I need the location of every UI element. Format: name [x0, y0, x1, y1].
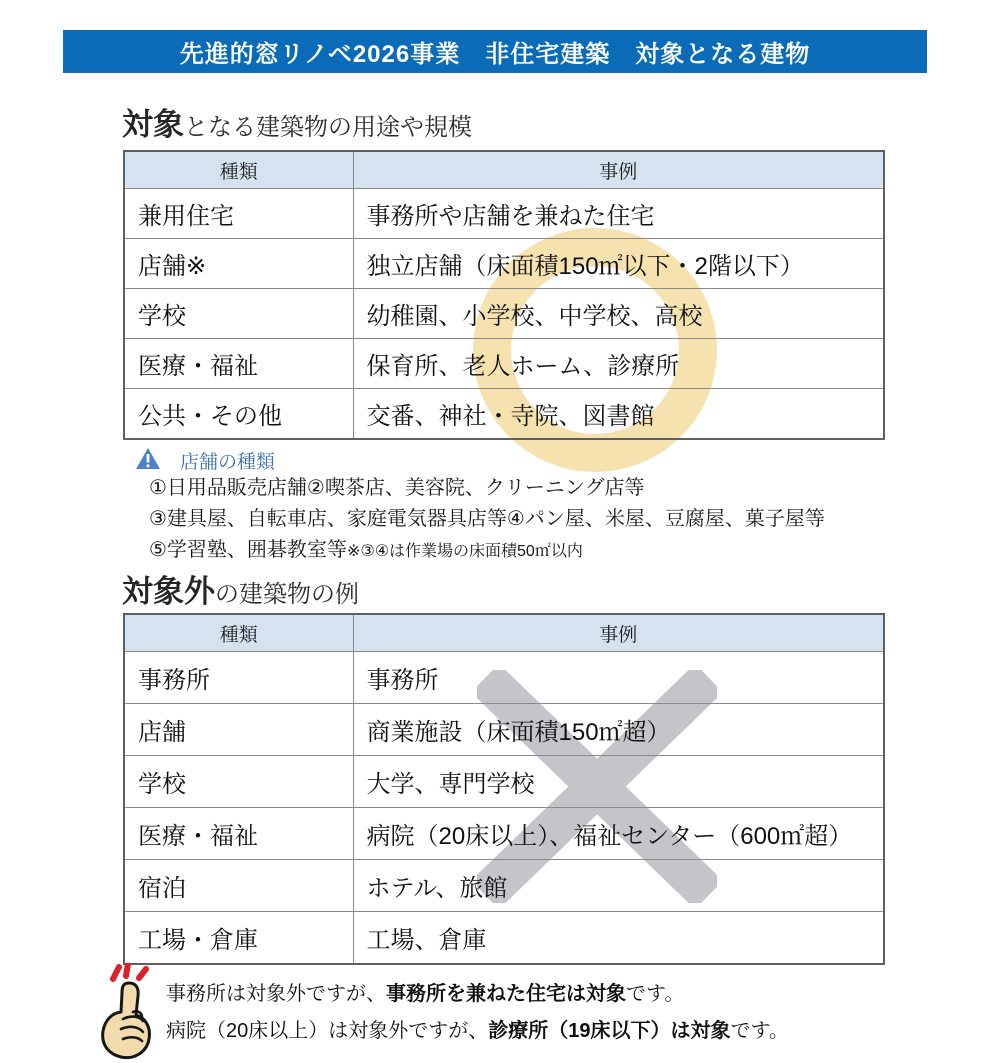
title-banner: 先進的窓リノベ2026事業 非住宅建築 対象となる建物 [63, 30, 927, 73]
example-cell: 独立店舗（床面積150㎡以下・2階以下） [353, 239, 884, 289]
example-cell: 事務所や店舗を兼ねた住宅 [353, 189, 884, 239]
example-cell: 幼稚園、小学校、中学校、高校 [353, 289, 884, 339]
type-cell: 宿泊 [124, 860, 353, 912]
table-row [124, 652, 884, 704]
column-header-example: 事例 [353, 151, 884, 189]
section1-title-rest: となる建築物の用途や規模 [184, 114, 472, 141]
type-cell: 店舗 [124, 704, 353, 756]
table-row [124, 339, 884, 389]
table-row [124, 239, 884, 289]
note-line-1: ①日用品販売店舗②喫茶店、美容院、クリーニング店等 [149, 477, 645, 499]
footer-note-2 [166, 1014, 789, 1043]
type-cell: 学校 [124, 289, 353, 339]
note-lines [149, 473, 825, 567]
example-cell: 交番、神社・寺院、図書館 [353, 389, 884, 440]
footer-note-1 [166, 977, 684, 1006]
footer-note-1-bold: 事務所を兼ねた住宅は対象 [386, 983, 626, 1005]
section1-title-emphasis: 対象 [122, 107, 184, 142]
type-cell: 公共・その他 [124, 389, 353, 440]
example-cell: 商業施設（床面積150㎡超） [353, 704, 884, 756]
table-row [124, 389, 884, 440]
footer-note-2-bold: 診療所（19床以下）は対象 [488, 1020, 731, 1042]
footer-note-1-post: です。 [626, 983, 685, 1005]
column-header-type: 種類 [124, 614, 353, 652]
table-row [124, 808, 884, 860]
footer-note-2-pre: 病院（20床以上）は対象外ですが、 [166, 1020, 489, 1042]
example-cell: ホテル、旅館 [353, 860, 884, 912]
table-header-row [124, 151, 884, 189]
section2-title [122, 566, 359, 611]
example-cell: 工場、倉庫 [353, 912, 884, 965]
type-cell: 医療・福祉 [124, 339, 353, 389]
warning-triangle-icon [135, 447, 161, 470]
table-row [124, 189, 884, 239]
note-title: 店舗の種類 [180, 452, 276, 473]
example-cell: 保育所、老人ホーム、診療所 [353, 339, 884, 389]
ineligible-buildings-table [123, 613, 885, 965]
eligible-buildings-table [123, 150, 885, 440]
table-row [124, 289, 884, 339]
table-row [124, 756, 884, 808]
footer-note-2-post: です。 [730, 1020, 789, 1042]
note-line-2: ③建具屋、自転車店、家庭電気器具店等④パン屋、米屋、豆腐屋、菓子屋等 [149, 508, 825, 530]
table-row [124, 912, 884, 965]
section1-title [122, 99, 472, 144]
type-cell: 医療・福祉 [124, 808, 353, 860]
pointing-hand-icon [99, 963, 163, 1061]
column-header-example: 事例 [353, 614, 884, 652]
type-cell: 店舗※ [124, 239, 353, 289]
type-cell: 事務所 [124, 652, 353, 704]
section2-title-rest: の建築物の例 [215, 581, 359, 608]
type-cell: 学校 [124, 756, 353, 808]
note-line-3-main: ⑤学習塾、囲碁教室等 [149, 539, 347, 561]
example-cell: 大学、専門学校 [353, 756, 884, 808]
type-cell: 兼用住宅 [124, 189, 353, 239]
example-cell: 病院（20床以上）、福祉センター（600㎡超） [353, 808, 884, 860]
example-cell: 事務所 [353, 652, 884, 704]
table-row [124, 704, 884, 756]
column-header-type: 種類 [124, 151, 353, 189]
section2-title-emphasis: 対象外 [122, 574, 215, 609]
footer-note-1-pre: 事務所は対象外ですが、 [166, 983, 386, 1005]
table-header-row [124, 614, 884, 652]
note-line-3-small: ※③④は作業場の床面積50㎡以内 [346, 543, 583, 560]
type-cell: 工場・倉庫 [124, 912, 353, 965]
table-row [124, 860, 884, 912]
note-line-3 [149, 535, 825, 567]
